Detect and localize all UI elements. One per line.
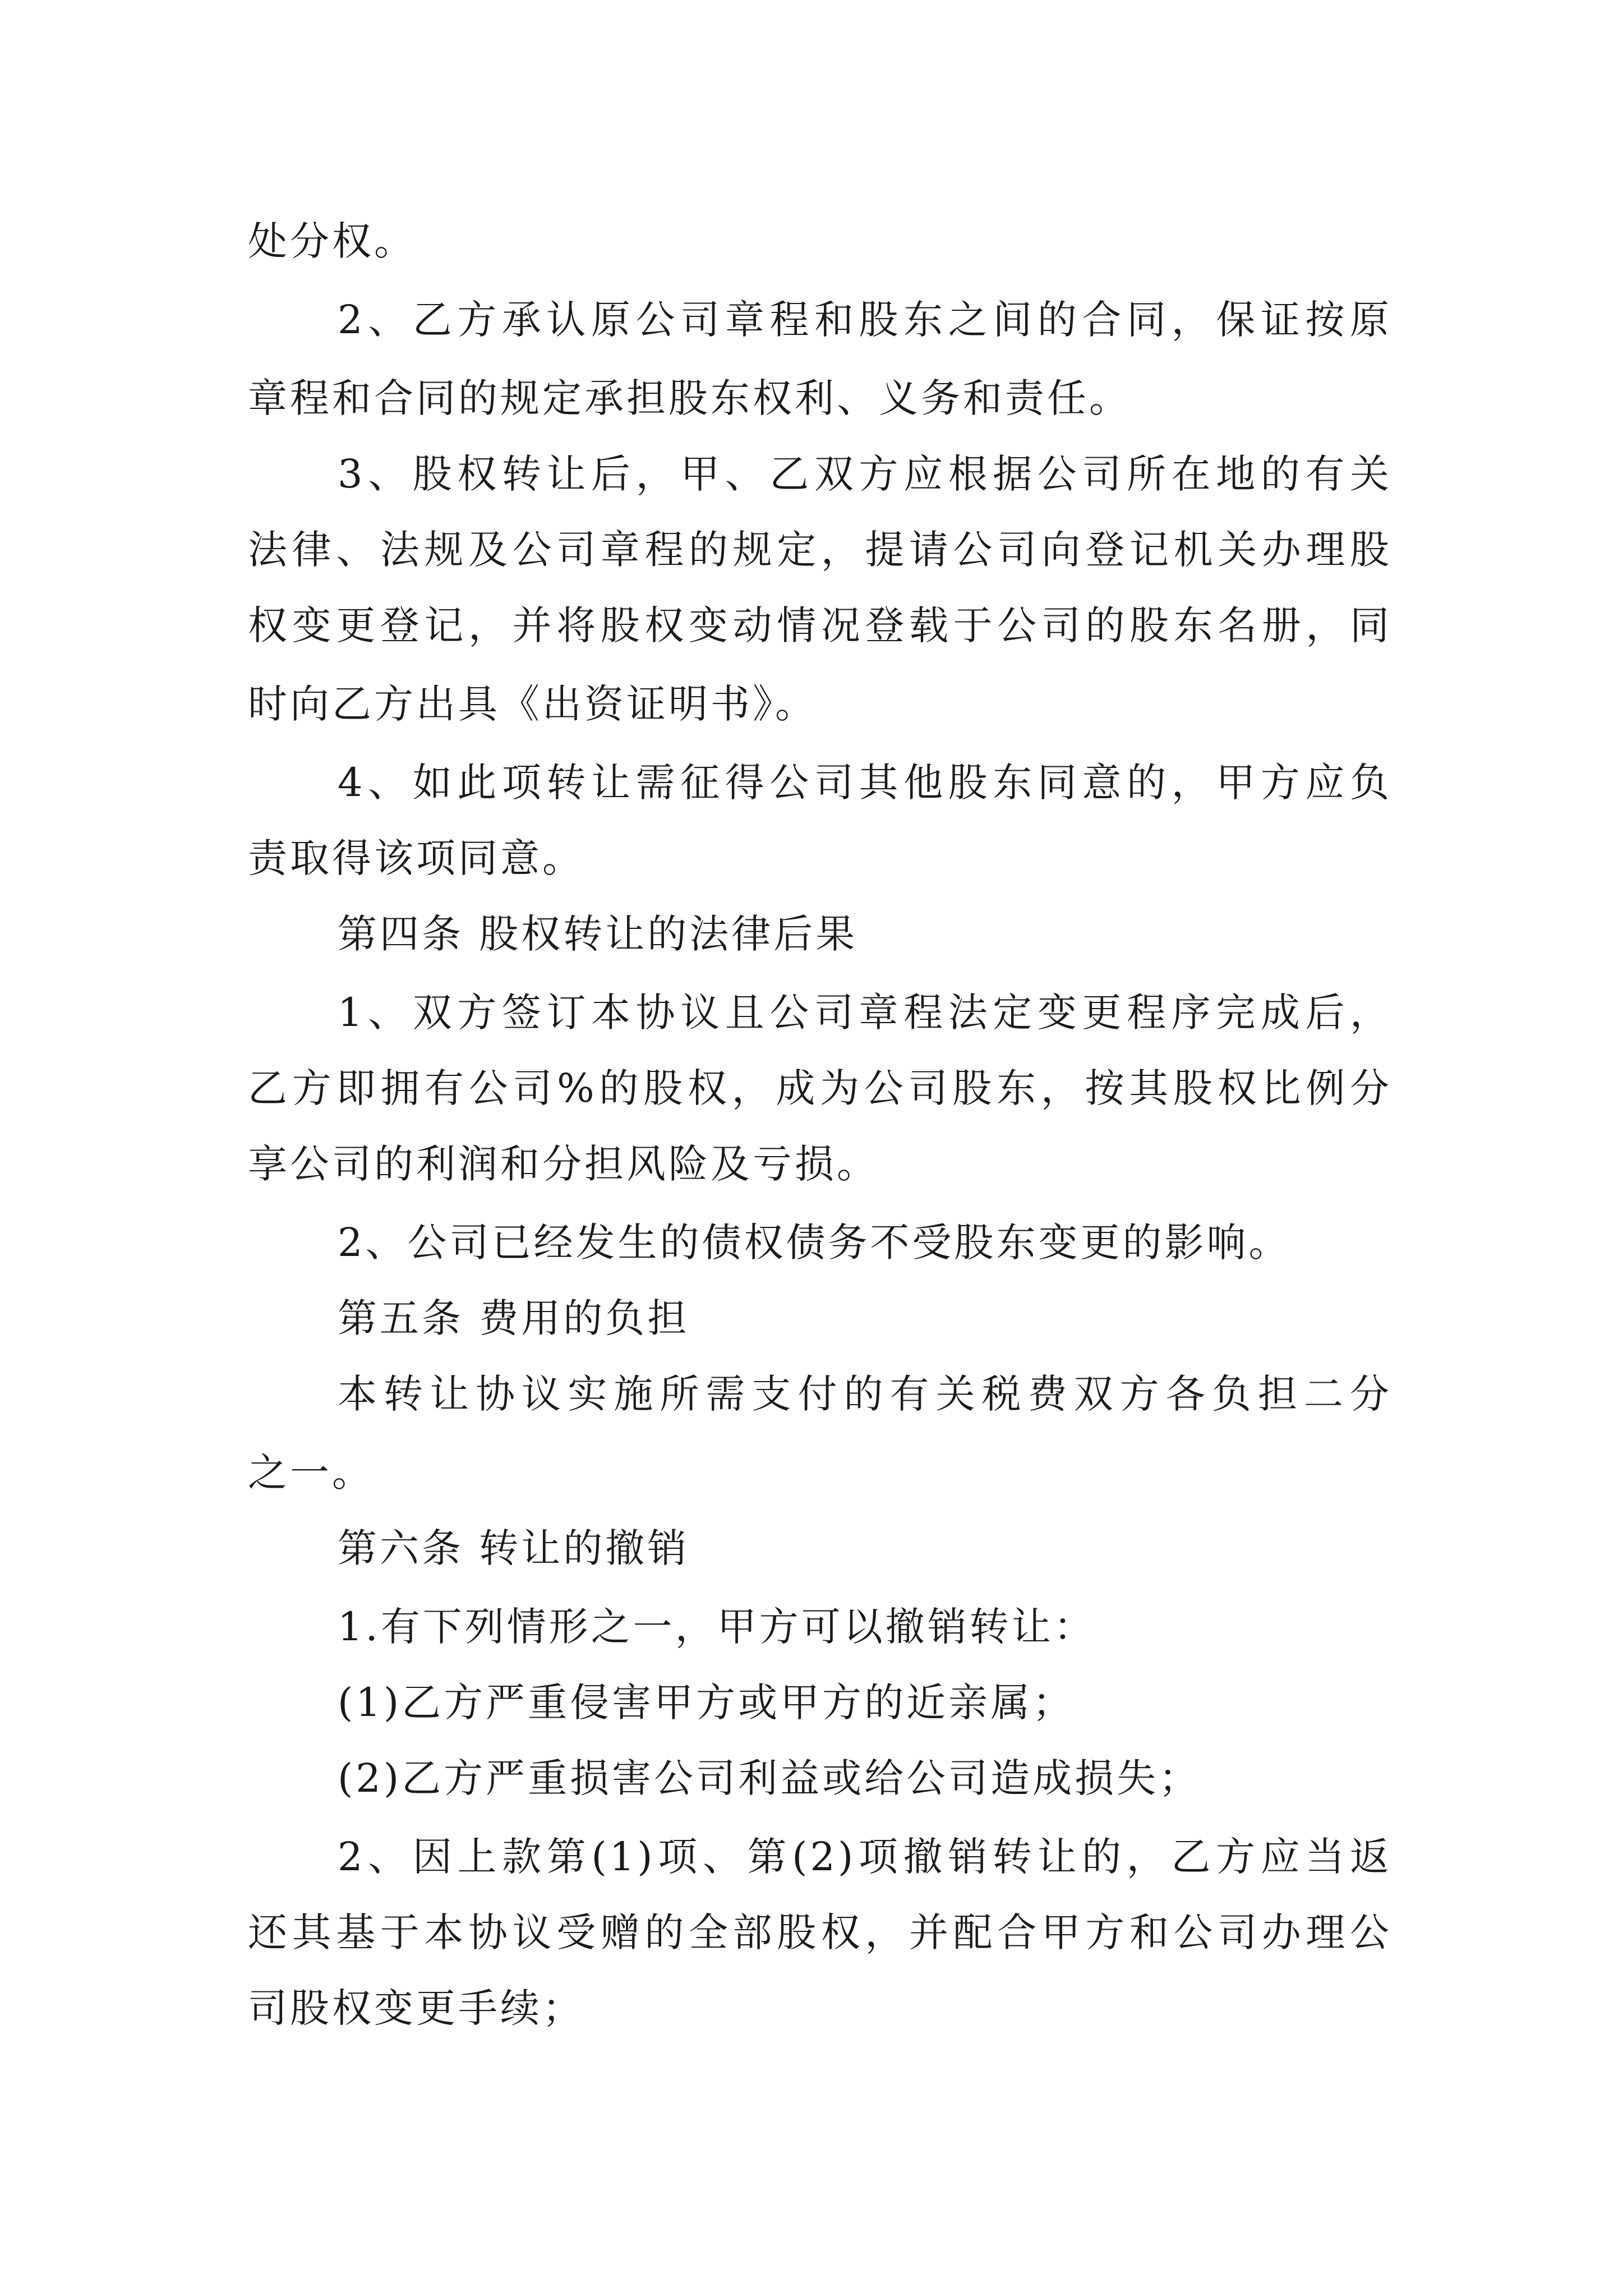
text-line-5: 法律、法规及公司章程的规定，提请公司向登记机关办理股 xyxy=(248,527,1392,573)
text-line-2: 2、乙方承认原公司章程和股东之间的合同，保证按原 xyxy=(338,297,1392,343)
text-line-16: 本转让协议实施所需支付的有关税费双方各负担二分 xyxy=(338,1371,1392,1417)
text-line-7: 时向乙方出具《出资证明书》。 xyxy=(248,681,817,727)
text-line-21: (2)乙方严重损害公司利益或给公司造成损失； xyxy=(338,1755,1201,1801)
text-line-12: 乙方即拥有公司%的股权，成为公司股东，按其股权比例分 xyxy=(248,1065,1392,1111)
text-line-4: 3、股权转让后，甲、乙双方应根据公司所在地的有关 xyxy=(338,451,1392,497)
section-heading-4: 第四条 股权转让的法律后果 xyxy=(338,911,858,957)
text-line-24: 司股权变更手续； xyxy=(248,1985,584,2031)
text-line-3: 章程和合同的规定承担股东权利、义务和责任。 xyxy=(248,375,1131,421)
text-line-14: 2、公司已经发生的债权债务不受股东变更的影响。 xyxy=(338,1220,1291,1266)
text-line-11: 1、双方签订本协议且公司章程法定变更程序完成后， xyxy=(338,990,1392,1036)
text-line-8: 4、如此项转让需征得公司其他股东同意的，甲方应负 xyxy=(338,760,1392,806)
text-line-6: 权变更登记，并将股权变动情况登载于公司的股东名册，同 xyxy=(248,602,1392,648)
section-heading-6: 第六条 转让的撤销 xyxy=(338,1525,690,1571)
text-line-13: 享公司的利润和分担风险及亏损。 xyxy=(248,1141,879,1187)
text-line-23: 还其基于本协议受赠的全部股权，并配合甲方和公司办理公 xyxy=(248,1910,1392,1955)
text-line-20: (1)乙方严重侵害甲方或甲方的近亲属； xyxy=(338,1680,1075,1726)
text-line-22: 2、因上款第(1)项、第(2)项撤销转让的，乙方应当返 xyxy=(338,1834,1392,1880)
text-line-9: 责取得该项同意。 xyxy=(248,835,584,881)
text-line-19: 1.有下列情形之一，甲方可以撤销转让： xyxy=(338,1604,1096,1650)
text-line-1: 处分权。 xyxy=(248,218,416,264)
text-line-17: 之一。 xyxy=(248,1450,374,1496)
section-heading-5: 第五条 费用的负担 xyxy=(338,1295,690,1341)
